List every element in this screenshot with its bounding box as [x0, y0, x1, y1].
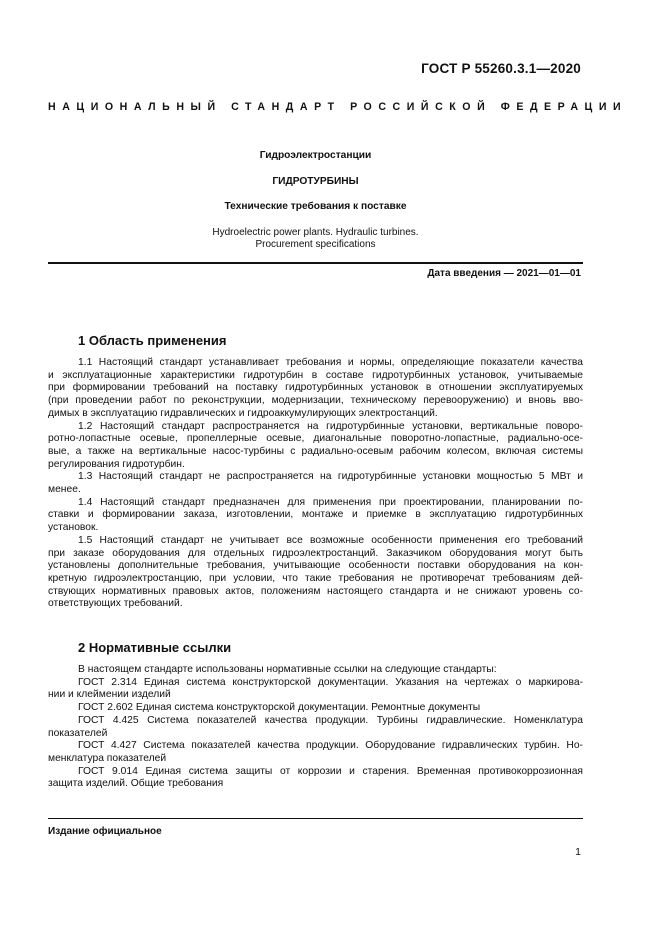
title-line-2: ГИДРОТУРБИНЫ: [272, 176, 359, 187]
text-line: ставки и формировании заказа, изготовлении, монтаже и приемке в эксплуатацию гидротурбинных: [48, 509, 583, 521]
text-line: ротно-лопастные осевые, пропеллерные осевые, диагональные поворотно-лопастные, радиально-осе-: [48, 433, 583, 445]
text-line: ГОСТ 4.427 Система показателей качества продукции. Оборудование гидравлических турбин. Но-: [78, 740, 583, 752]
text-line: 1.3 Настоящий стандарт не распространяется на гидротурбинные установки мощностью 5 МВт и: [78, 471, 583, 483]
text-line: 1.4 Настоящий стандарт предназначен для применения при проектировании, планировании по-: [78, 496, 583, 508]
title-line-3: Технические требования к поставке: [224, 201, 407, 212]
text-line: В настоящем стандарте использованы нормативные ссылки на следующие стандарты:: [78, 664, 497, 675]
national-standard-heading: НАЦИОНАЛЬНЫЙ СТАНДАРТ РОССИЙСКОЙ ФЕДЕРАЦИИ: [48, 101, 628, 113]
text-line: ответствующих требований.: [48, 598, 183, 610]
text-line: ствующих нормативных правовых актов, положениям настоящего стандарта и не снижают уровень со-: [48, 585, 583, 597]
text-line: кретную гидроэлектростанцию, при условии, что такие требования не противоречат требованиям дей-: [48, 572, 583, 584]
section-2-heading: 2 Нормативные ссылки: [78, 640, 232, 655]
text-line: вые, а также на вертикальные насос-турбины с радиально-осевым рабочим колесом, включая системы: [48, 445, 583, 457]
text-line: 1.5 Настоящий стандарт не учитывает все возможные особенности применения его требований: [78, 534, 583, 546]
text-line: показателей: [48, 727, 108, 739]
title-divider: [48, 262, 583, 264]
official-edition-label: Издание официальное: [48, 826, 162, 837]
text-line: нии и клеймении изделий: [48, 689, 171, 701]
text-line: менклатура показателей: [48, 752, 167, 764]
title-line-1: Гидроэлектростанции: [259, 150, 372, 161]
text-line: ГОСТ 2.602 Единая система конструкторской документации. Ремонтные документы: [78, 702, 481, 714]
title-english-line-2: Procurement specifications: [255, 239, 376, 250]
text-line: димых в эксплуатацию гидравлических и гидроаккумулирующих электростанций.: [48, 407, 438, 419]
text-line: ГОСТ 9.014 Единая система защиты от коррозии и старения. Временная противокоррозионная: [78, 765, 583, 777]
text-line: установлены дополнительные требования, учитывающие особенности поставки оборудования на кон-: [48, 560, 583, 572]
section-1-body: [48, 357, 583, 611]
text-line: ГОСТ 4.425 Система показателей качества продукции. Турбины гидравлические. Номенклатура: [78, 714, 583, 726]
introduction-date: Дата введения — 2021—01—01: [427, 268, 581, 279]
text-line: 1.1 Настоящий стандарт устанавливает требования и нормы, определяющие показатели качества: [78, 357, 583, 368]
gost-code: ГОСТ Р 55260.3.1—2020: [421, 61, 581, 76]
footer-divider: [48, 818, 583, 819]
text-line: и эксплуатационные характеристики гидротурбин в составе гидротурбинных установок, учитываемые: [48, 369, 583, 381]
title-english-line-1: Hydroelectric power plants. Hydraulic turbines.: [212, 227, 419, 238]
text-line: 1.2 Настоящий стандарт распространяется на гидротурбинные установки, вертикальные поворо-: [78, 420, 583, 432]
text-line: при заказе оборудования для отдельных гидроэлектростанций. Заказчиком оборудования могут быть: [48, 547, 583, 559]
section-1-heading: 1 Область применения: [78, 333, 227, 348]
text-line: при формировании требований на поставку гидротурбинных установок в отношении эксплуатируемых: [48, 382, 583, 394]
text-line: защита изделий. Общие требования: [48, 778, 224, 790]
text-line: (при проведении работ по реконструкции, модернизации, техническому перевооружению) и вновь вво-: [48, 395, 583, 407]
text-line: регулирования гидротурбин.: [48, 458, 185, 470]
section-2-body: [48, 664, 583, 791]
text-line: установок.: [48, 522, 99, 534]
text-line: менее.: [48, 484, 81, 496]
page-number: 1: [575, 846, 581, 858]
text-line: ГОСТ 2.314 Единая система конструкторской документации. Указания на чертежах о маркирова-: [78, 676, 583, 688]
